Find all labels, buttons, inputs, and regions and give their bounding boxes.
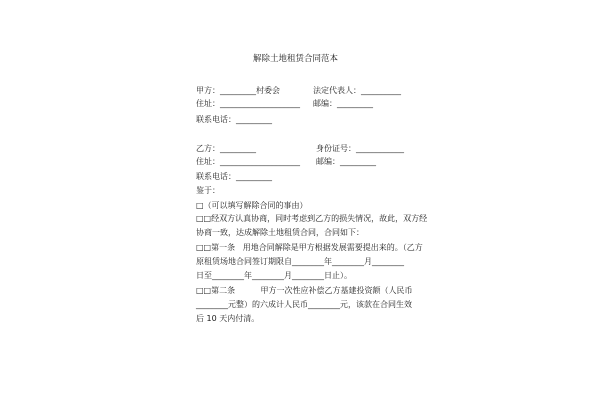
party-b-phone: 联系电话：_________ xyxy=(196,172,272,181)
party-a-legal-rep: 法定代表人：__________ xyxy=(313,86,401,95)
whereas-label: 鉴于： xyxy=(196,186,220,195)
intro-line-2: 协商一致，达成解除土地租赁合同，合同如下： xyxy=(196,228,364,237)
party-a-postcode: 邮编：_________ xyxy=(313,99,373,108)
party-a-name: 甲方：_________村委会 xyxy=(196,86,280,95)
intro-line-1: □□经双方认真协商，同时考虑到乙方的损失情况，故此，双方经 xyxy=(196,214,428,223)
party-b-address: 住址：____________________ xyxy=(196,157,300,166)
party-b-postcode: 邮编：_________ xyxy=(316,157,376,166)
document-title: 解除土地租赁合同范本 xyxy=(253,54,339,64)
article-2-line-3: 后 10 天内付清。 xyxy=(196,314,260,323)
party-b-name: 乙方：_________ xyxy=(196,144,256,153)
article-1-line-3: 日至________年________月________日止）。 xyxy=(196,271,352,280)
article-1-line-2: 原租赁场地合同签订期限自________年________月________ xyxy=(196,257,404,266)
article-2-line-2: ________元整）的六成计人民币________元，该款在合同生效 xyxy=(196,300,412,309)
reason-note: □（可以填写解除合同的事由） xyxy=(196,201,308,210)
article-2-line-1: □□第二条 甲方一次性应补偿乙方基建投资额（人民币 xyxy=(196,286,413,295)
party-a-phone: 联系电话：_________ xyxy=(196,115,272,124)
party-a-address: 住址：____________________ xyxy=(196,99,300,108)
article-1-line-1: □□第一条 用地合同解除是甲方根据发展需要提出来的。（乙方 xyxy=(196,243,423,252)
party-b-id: 身份证号：____________ xyxy=(316,144,404,153)
